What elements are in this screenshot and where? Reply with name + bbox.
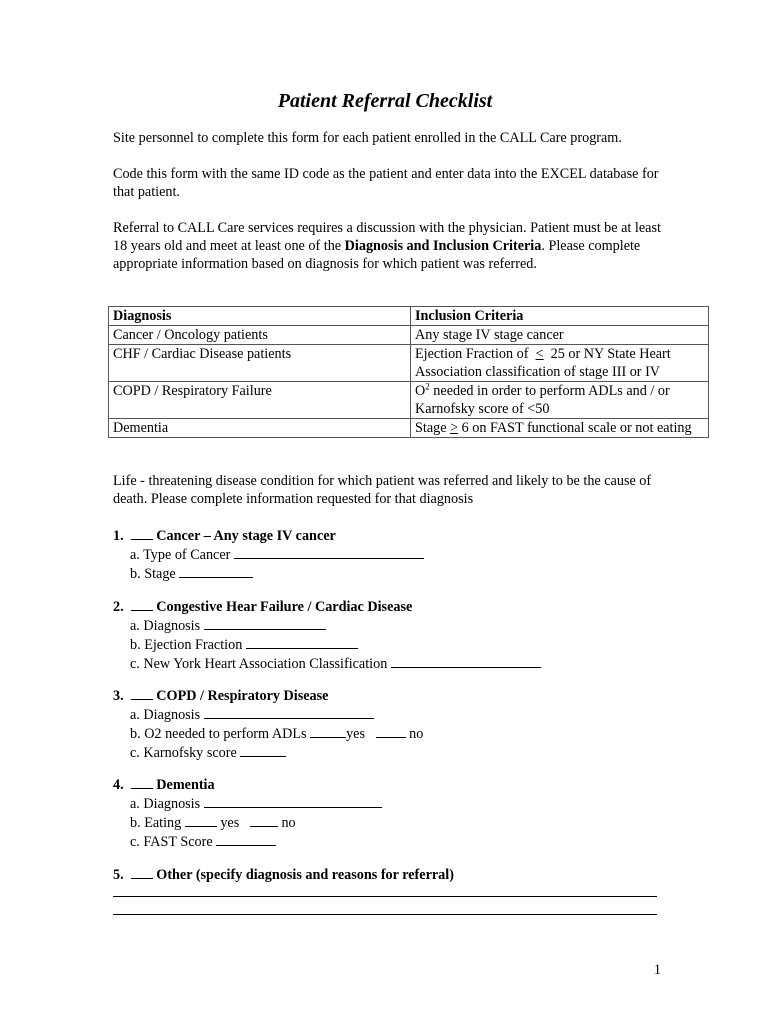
criteria-cell: Ejection Fraction of < 25 or NY State Heart Association classification of stage III or IV (411, 345, 709, 382)
table-row (109, 382, 709, 419)
cancer-type-field[interactable] (234, 545, 424, 559)
o2-no-blank[interactable] (376, 724, 406, 738)
table-row (109, 326, 709, 345)
item-cancer: 1. Cancer – Any stage IV cancer a. Type of Cancer b. Stage (113, 526, 673, 583)
diagnosis-criteria-table (108, 306, 709, 438)
item-other: 5. Other (specify diagnosis and reasons for referral) (113, 867, 454, 883)
eating-no-blank[interactable] (250, 813, 278, 827)
chf-diagnosis-field[interactable] (204, 616, 326, 630)
chf-checkbox-blank[interactable] (131, 597, 153, 611)
diagnosis-cell: CHF / Cardiac Disease patients (109, 345, 411, 382)
table-header-row (109, 307, 709, 326)
item-copd: 3. COPD / Respiratory Disease a. Diagnosis b. O2 needed to perform ADLs yes no c. Karnofsky score (113, 688, 424, 761)
copd-checkbox-blank[interactable] (131, 686, 153, 700)
table-row (109, 419, 709, 438)
fast-score-field[interactable] (216, 832, 276, 846)
o2-yes-blank[interactable] (310, 724, 346, 738)
diagnosis-cell: COPD / Respiratory Failure (109, 382, 411, 419)
eating-yes-blank[interactable] (185, 813, 217, 827)
karnofsky-score-field[interactable] (240, 743, 286, 757)
intro-paragraph-3: Referral to CALL Care services requires a discussion with the physician. Patient must be at least 18 years old and meet at least one of the Diagnosis and Inclusion Criteria. Please complete appropriate information based on diagnosis for which patient was referred. (113, 220, 661, 272)
dementia-checkbox-blank[interactable] (131, 775, 153, 789)
ejection-fraction-field[interactable] (246, 635, 358, 649)
page-title: Patient Referral Checklist (277, 90, 493, 112)
table-row (109, 345, 709, 382)
nyha-classification-field[interactable] (391, 654, 541, 668)
life-threatening-instructions: Life - threatening disease condition for which patient was referred and likely to be the cause of death. Please complete information requested for that diagnosis (113, 473, 652, 507)
cancer-checkbox-blank[interactable] (131, 526, 153, 540)
criteria-cell: Any stage IV stage cancer (411, 326, 709, 345)
copd-diagnosis-field[interactable] (204, 705, 374, 719)
cancer-stage-field[interactable] (179, 564, 253, 578)
other-checkbox-blank[interactable] (131, 865, 153, 879)
intro-paragraph-1: Site personnel to complete this form for each patient enrolled in the CALL Care program. (113, 130, 622, 146)
criteria-cell: Stage > 6 on FAST functional scale or not eating (411, 419, 709, 438)
item-chf: 2. Congestive Hear Failure / Cardiac Disease a. Diagnosis b. Ejection Fraction c. New York Heart Association Classification (113, 597, 673, 673)
header-inclusion-criteria: Inclusion Criteria (411, 307, 709, 326)
diagnosis-cell: Dementia (109, 419, 411, 438)
other-reason-line-1[interactable] (113, 896, 657, 897)
other-reason-line-2[interactable] (113, 914, 657, 915)
item-dementia: 4. Dementia a. Diagnosis b. Eating yes no c. FAST Score (113, 775, 673, 851)
diagnosis-cell: Cancer / Oncology patients (109, 326, 411, 345)
page-number: 1 (653, 962, 661, 978)
criteria-reference: Diagnosis and Inclusion Criteria (344, 238, 542, 254)
intro-paragraph-2: Code this form with the same ID code as the patient and enter data into the EXCEL database for that patient. (113, 166, 659, 200)
header-diagnosis: Diagnosis (109, 307, 411, 326)
dementia-diagnosis-field[interactable] (204, 794, 382, 808)
criteria-cell: $O^2$ needed in order to perform ADLs and / or Karnofsky score of <50 (411, 382, 709, 419)
